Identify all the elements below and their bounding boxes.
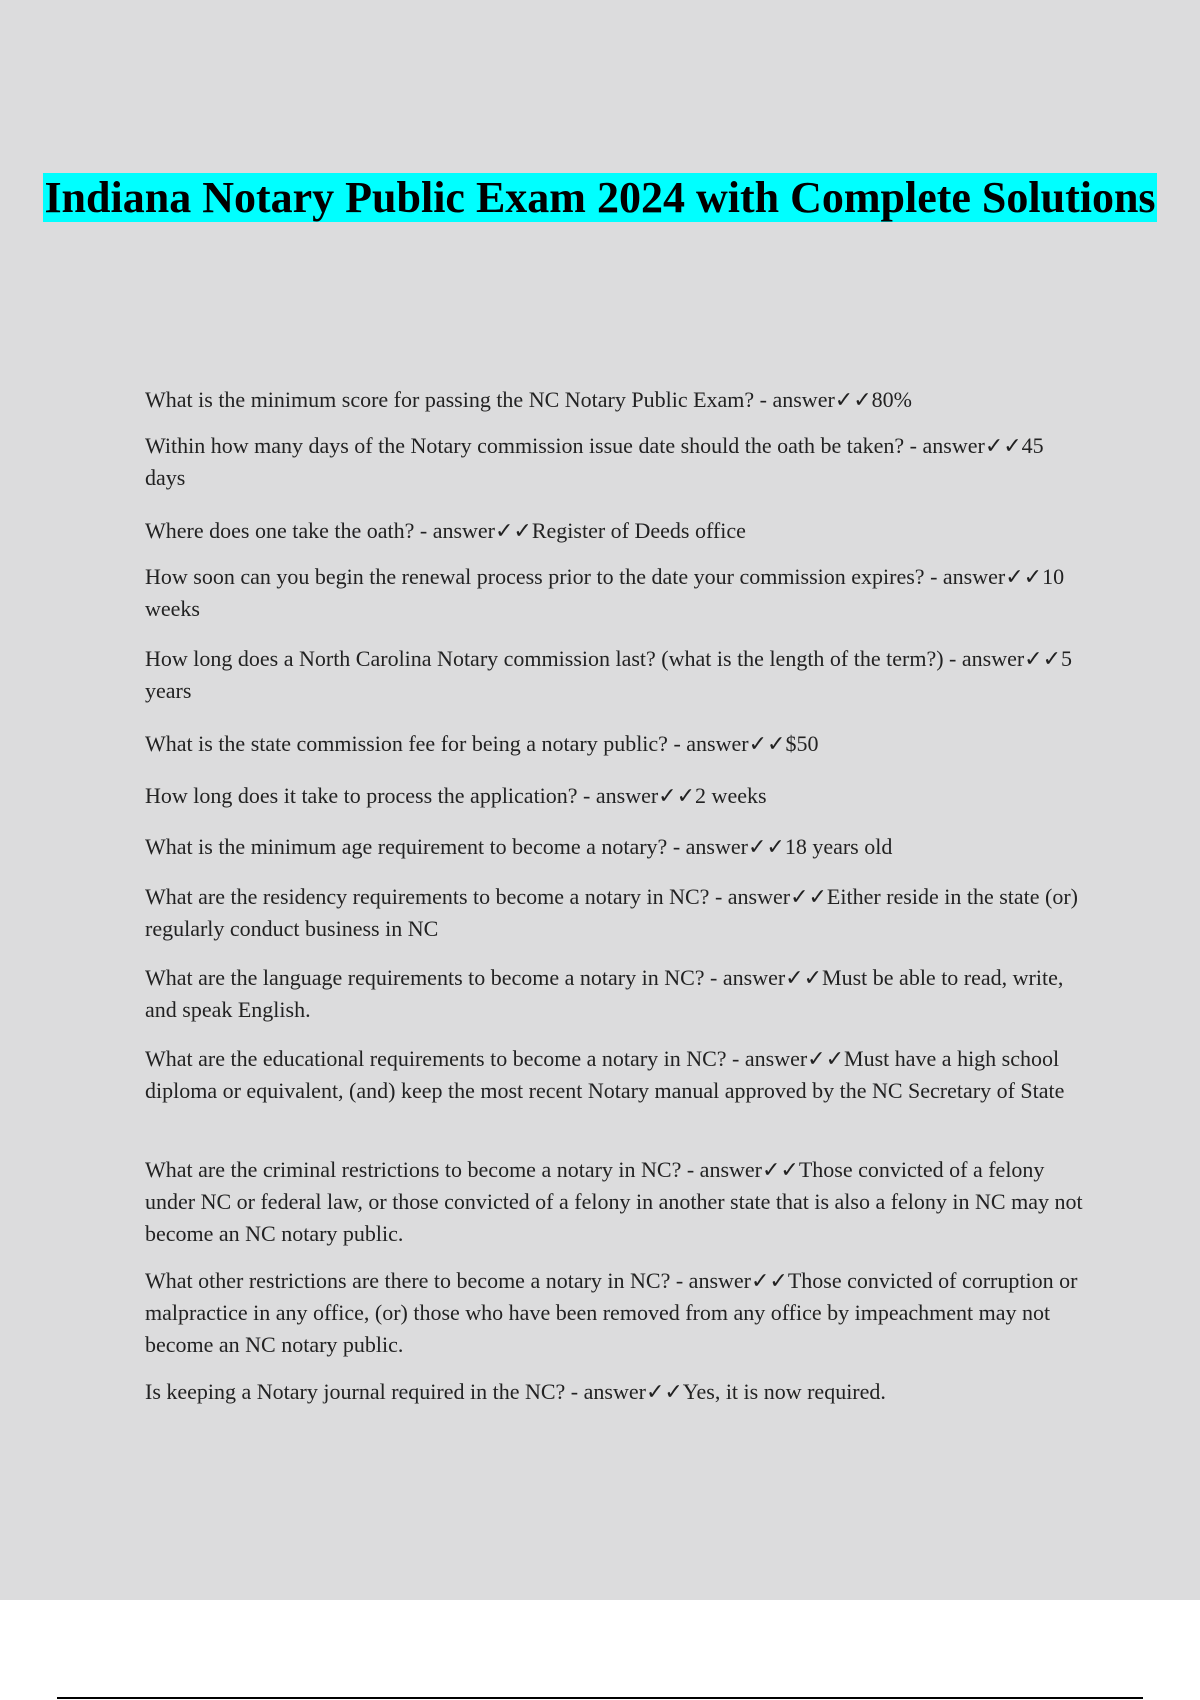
qa-item-9: What are the residency requirements to become a notary in NC? - answer✓✓Either reside in the state (or) regularly conduct business in NC	[145, 884, 1079, 941]
qa-item-13: What other restrictions are there to become a notary in NC? - answer✓✓Those convicted of corruption or malpractice in any office, (or) those who have been removed from any office by impeachment may not become an NC notary public.	[145, 1268, 1078, 1357]
qa-item-8: What is the minimum age requirement to become a notary? - answer✓✓18 years old	[145, 834, 893, 859]
qa-item-14: Is keeping a Notary journal required in the NC? - answer✓✓Yes, it is now required.	[145, 1379, 886, 1404]
qa-item-7: How long does it take to process the application? - answer✓✓2 weeks	[145, 783, 767, 808]
qa-item-1: What is the minimum score for passing the NC Notary Public Exam? - answer✓✓80%	[145, 387, 912, 412]
qa-item-5: How long does a North Carolina Notary commission last? (what is the length of the term?) - answer✓✓5 years	[145, 646, 1073, 703]
qa-item-11: What are the educational requirements to become a notary in NC? - answer✓✓Must have a high school diploma or equivalent, (and) keep the most recent Notary manual approved by the NC Secretary of State	[145, 1046, 1065, 1103]
qa-item-3: Where does one take the oath? - answer✓✓Register of Deeds office	[145, 518, 746, 543]
document-title: Indiana Notary Public Exam 2024 with Complete Solutions	[44, 173, 1156, 222]
footer-rule	[57, 1697, 1143, 1699]
qa-item-6: What is the state commission fee for being a notary public? - answer✓✓$50	[145, 731, 819, 756]
title-block	[0, 168, 1200, 228]
qa-item-12: What are the criminal restrictions to become a notary in NC? - answer✓✓Those convicted of a felony under NC or federal law, or those convicted of a felony in another state that is also a felony in NC may not become an NC notary public.	[145, 1157, 1083, 1246]
qa-item-4: How soon can you begin the renewal process prior to the date your commission expires? - answer✓✓10 weeks	[145, 564, 1065, 621]
qa-item-2: Within how many days of the Notary commission issue date should the oath be taken? - answer✓✓45 days	[145, 433, 1044, 490]
qa-item-10: What are the language requirements to become a notary in NC? - answer✓✓Must be able to read, write, and speak English.	[145, 965, 1064, 1022]
